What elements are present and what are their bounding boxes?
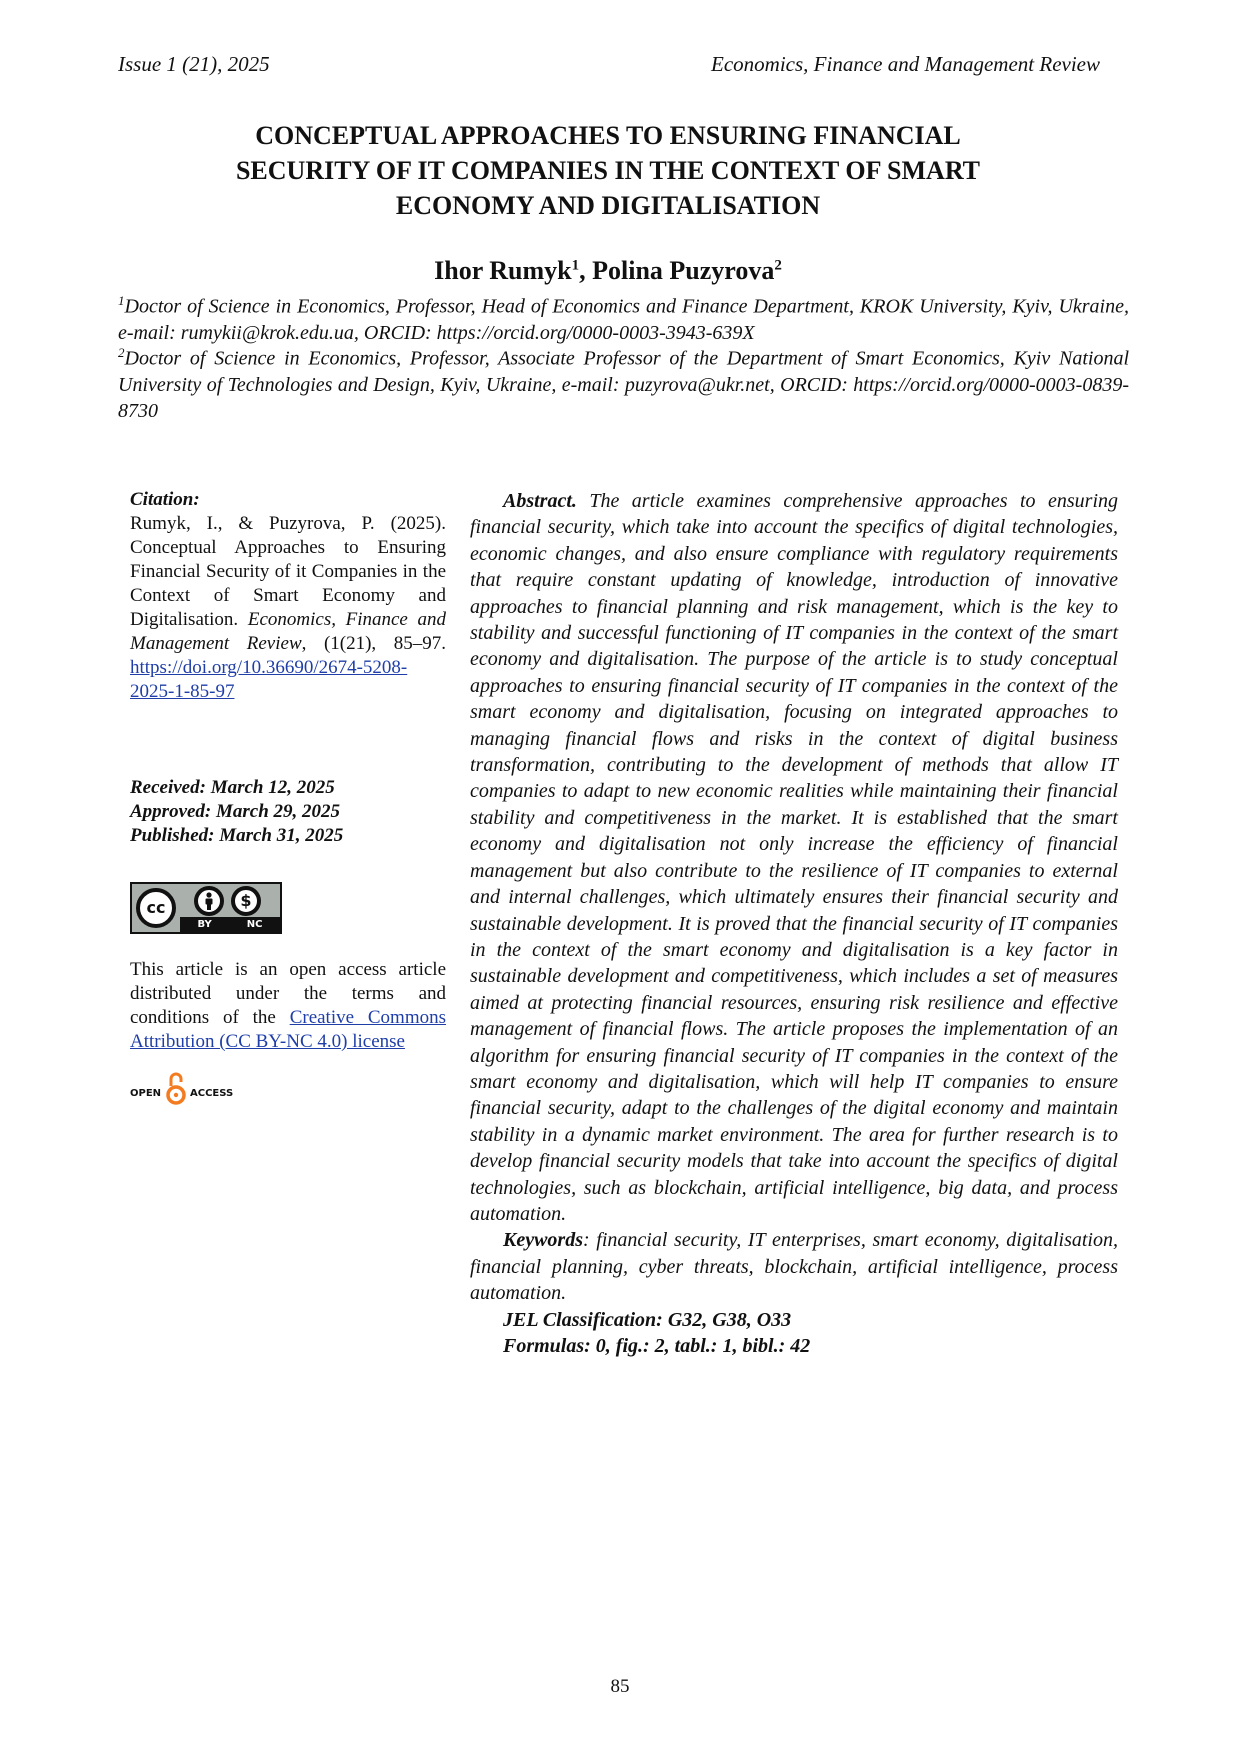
journal-header: Economics, Finance and Management Review [711, 52, 1100, 76]
license-link[interactable]: Creative Commons Attribution (CC BY-NC 4.0) license [130, 1007, 446, 1052]
affiliation-1 [118, 288, 1129, 346]
affiliation-2-sup: 2 [118, 345, 125, 360]
cc-icon: cc [136, 888, 176, 928]
published-date: Published: March 31, 2025 [130, 825, 344, 846]
approved-date: Approved: March 29, 2025 [130, 801, 341, 822]
keywords-text: : financial security, IT enterprises, smart economy, digitalisation, financial planning, cyber threats, blockchain, artificial intelligence, process automation. [470, 1229, 1118, 1305]
formulas-summary: Formulas: 0, fig.: 2, tabl.: 1, bibl.: 42 [503, 1335, 811, 1357]
author-1-sup: 1 [571, 257, 580, 274]
by-label: BY [197, 918, 212, 930]
received-date: Received: March 12, 2025 [130, 777, 335, 798]
author-separator: , [579, 256, 593, 285]
keywords-label: Keywords [503, 1229, 583, 1252]
citation-text: Rumyk, I., & Puzyrova, P. (2025). Conceptual Approaches to Ensuring Financial Security of it Companies in the Context of Smart Economy and Digitalisation. [130, 513, 446, 630]
citation-doi-link[interactable]: https://doi.org/10.36690/2674-5208-2025-1-85-97 [130, 657, 408, 702]
article-sidebar [130, 488, 446, 1106]
affiliation-2 [118, 340, 1129, 424]
abstract-text: The article examines comprehensive approaches to ensuring financial security, which take into account the specifics of digital technologies, economic changes, and also ensure compliance with regulatory requirements that require constant updating of knowledge, introduction of innovative approaches to financial planning and risk management, which is the key to stability and successful functioning of IT companies in the context of the smart economy and digitalisation. The purpose of the article is to study conceptual approaches to ensuring financial security of IT companies in the context of the smart economy and digitalisation, focusing on integrated approaches to managing financial flows and risks in the context of digital business transformation, contributing to the development of methods that allow IT companies to adapt to new economic realities while maintaining their financial stability and competitiveness in the market. It is established that the smart economy and digitalisation not only increase the efficiency of financial management but also contribute to the resilience of IT companies to external and internal challenges, which ultimately ensures their financial security and sustainable development. It is proved that the financial security of IT companies in the context of the smart economy and digitalisation is a key factor in sustainable development and competitiveness, which includes a set of measures aimed at protecting financial resources, ensuring risk resilience and effective management of financial flows. The article proposes the implementation of an algorithm for ensuring financial security of IT companies in the context of the smart economy and digitalisation, which will help IT companies to ensure financial security, adapt to the challenges of the digital economy and maintain stability in a dynamic market environment. The area for further research is to develop financial security models that take into account the specifics of digital technologies, such as blockchain, artificial intelligence, big data, and process automation. [470, 490, 1118, 1225]
author-1-name: Ihor Rumyk [434, 256, 572, 285]
affiliation-2-text: Doctor of Science in Economics, Professor, Associate Professor of the Department of Smart Economics, Kyiv National University of Technologies and Design, Kyiv, Ukraine, e-mail: puzyrova@ukr.net, ORCID: https://orcid.org/0000-0003-0839-8730 [118, 347, 1129, 422]
nc-label: NC [246, 918, 263, 930]
citation-tail: , (1(21), 85–97. [301, 633, 446, 654]
affiliation-1-sup: 1 [118, 293, 125, 308]
title-line-3: ECONOMY AND DIGITALISATION [395, 191, 821, 220]
abstract-paragraph [470, 488, 1118, 1227]
author-list [118, 256, 1098, 286]
issue-header: Issue 1 (21), 2025 [118, 52, 270, 76]
noncommercial-dollar-icon: $ [231, 886, 261, 916]
license-statement [130, 958, 446, 1054]
attribution-person-icon [194, 886, 224, 916]
license-badge-strip [180, 917, 280, 932]
open-access-right-label: ACCESS [190, 1088, 234, 1099]
license-text: This article is an open access article distributed under the terms and conditions of the [130, 959, 446, 1028]
open-lock-icon [166, 1070, 186, 1106]
author-2-name: Polina Puzyrova [592, 256, 775, 285]
citation-journal: Economics, Finance and Management Review [130, 609, 447, 654]
title-line-1: CONCEPTUAL APPROACHES TO ENSURING FINANCIAL [255, 121, 961, 150]
cc-by-nc-license-badge[interactable] [130, 882, 282, 934]
article-title [118, 118, 1098, 223]
open-access-left-label: OPEN [130, 1088, 162, 1099]
affiliation-1-text: Doctor of Science in Economics, Professor, Head of Economics and Finance Department, KROK University, Kyiv, Ukraine, e-mail: rumykii@krok.edu.ua, ORCID: https://orcid.org/0000-0003-3943-639X [118, 295, 1129, 344]
title-line-2: SECURITY OF IT COMPANIES IN THE CONTEXT OF SMART [235, 156, 981, 185]
keywords-paragraph [470, 1227, 1118, 1306]
page-number: 85 [610, 1676, 630, 1697]
citation-label: Citation: [130, 489, 200, 510]
abstract-label: Abstract. [503, 490, 577, 512]
jel-classification: JEL Classification: G32, G38, O33 [503, 1308, 792, 1331]
open-access-logo [130, 1070, 446, 1106]
abstract-section [470, 488, 1118, 1359]
citation-block [130, 488, 446, 704]
publication-dates [130, 776, 446, 848]
author-2-sup: 2 [774, 257, 782, 274]
